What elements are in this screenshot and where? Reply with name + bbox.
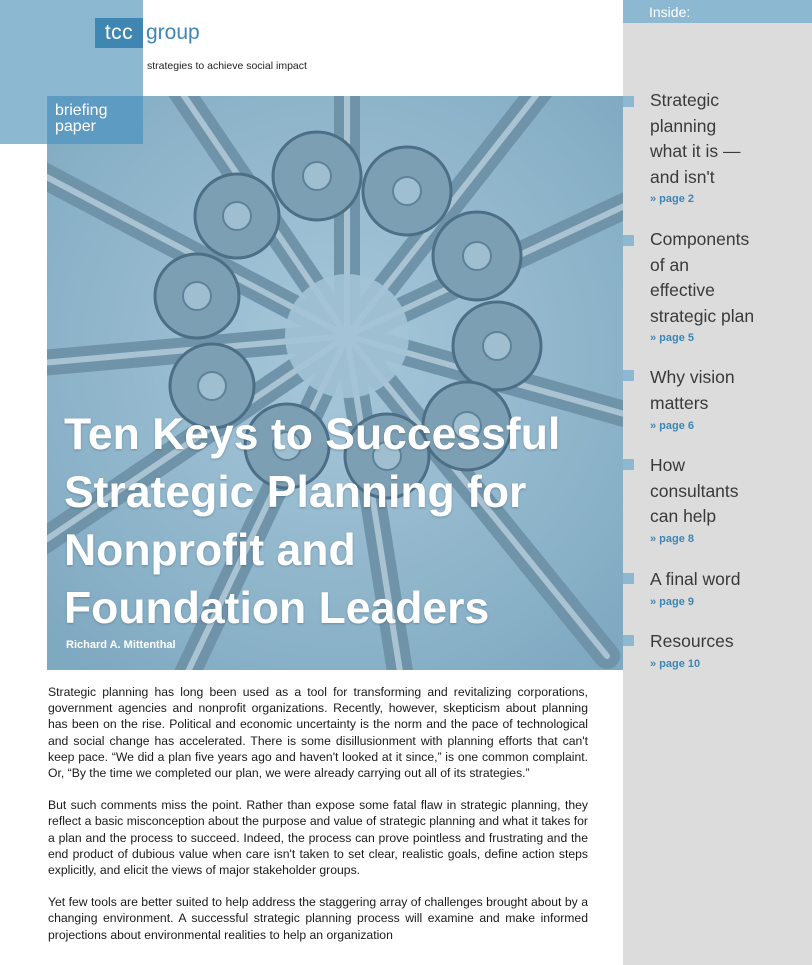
bullet-square-icon: [623, 370, 634, 381]
bullet-square-icon: [623, 573, 634, 584]
sidebar-item-resources[interactable]: [650, 629, 810, 655]
page-link[interactable]: » page 6: [650, 420, 695, 432]
sidebar-item-label: planning: [650, 115, 717, 136]
author-name: Richard A. Mittenthal: [66, 639, 176, 651]
inside-heading: Inside:: [649, 4, 691, 20]
sidebar-item-label: Why vision: [650, 367, 735, 387]
title-line: Foundation Leaders: [64, 584, 490, 633]
page-link[interactable]: » page 5: [650, 332, 695, 344]
sidebar-item-vision[interactable]: [650, 365, 810, 416]
cover-title: [64, 406, 609, 638]
page-link[interactable]: » page 10: [650, 658, 701, 670]
page-link[interactable]: » page 2: [650, 193, 695, 205]
sidebar-item-final-word[interactable]: [650, 567, 810, 593]
page-link[interactable]: » page 9: [650, 596, 695, 608]
paragraph: But such comments miss the point. Rather than expose some fatal flaw in strategic planning, they reflect a basic misconception about the purpose and value of strategic planning and what it takes for a plan and the process to succeed. Indeed, the process can prove pointless and frustrating and the end product of dubious value when care isn't taken to set clear, realistic goals, define action steps explicitly, and elicit the views of major stakeholder groups.: [48, 798, 588, 878]
sidebar-item-components[interactable]: [650, 227, 810, 329]
title-line: Ten Keys to Successful: [64, 410, 561, 459]
sidebar-item-label: can help: [650, 506, 717, 526]
sidebar-item-label: what it is —: [650, 141, 741, 161]
sidebar-item-label: A final word: [650, 569, 741, 589]
logo-group: group: [146, 21, 200, 44]
sidebar-item-label: How: [650, 455, 686, 475]
sidebar-item-consultants[interactable]: [650, 453, 810, 530]
article-body: [48, 684, 588, 959]
briefing-label: briefing: [55, 102, 108, 119]
paper-label: paper: [55, 118, 96, 135]
sidebar-item-label: matters: [650, 392, 709, 413]
sidebar-item-strategic-planning[interactable]: [650, 88, 810, 190]
inside-heading-bar: [623, 0, 812, 23]
sidebar-item-label: strategic plan: [650, 305, 755, 326]
sidebar-item-label: effective: [650, 280, 715, 300]
paragraph: Yet few tools are better suited to help address the staggering array of challenges brought about by a changing environment. A successful strategic planning process will examine and make informed projections about environmental realities to help an organization: [48, 895, 588, 942]
sidebar-item-label: and isn't: [650, 166, 715, 187]
sidebar-item-label: consultants: [650, 480, 739, 501]
sidebar-item-label: Components: [650, 229, 750, 249]
logo-tcc: tcc: [95, 18, 143, 48]
bullet-square-icon: [623, 635, 634, 646]
bullet-square-icon: [623, 96, 634, 107]
sidebar-item-label: of an: [650, 254, 689, 275]
paragraph: Strategic planning has long been used as a tool for transforming and revitalizing corporations, government agencies and nonprofit organizations. Recently, however, skepticism about planning has been on the rise. Political and economic uncertainty is the norm and the pace of technological and social change has accelerated. There is some disillusionment with planning efforts that can't keep pace. “We did a plan five years ago and haven't looked at it since,” is one common complaint. Or, “By the time we completed our plan, we were already carrying out all of its strategies.”: [48, 685, 588, 781]
sidebar-item-label: Strategic: [650, 90, 720, 110]
bullet-square-icon: [623, 235, 634, 246]
briefing-paper-label: [47, 96, 143, 144]
sidebar-item-label: Resources: [650, 631, 734, 651]
page-link[interactable]: » page 8: [650, 533, 695, 545]
bullet-square-icon: [623, 459, 634, 470]
title-line: Strategic Planning for: [64, 468, 527, 517]
title-line: Nonprofit and: [64, 526, 356, 575]
tagline: strategies to achieve social impact: [147, 60, 307, 72]
